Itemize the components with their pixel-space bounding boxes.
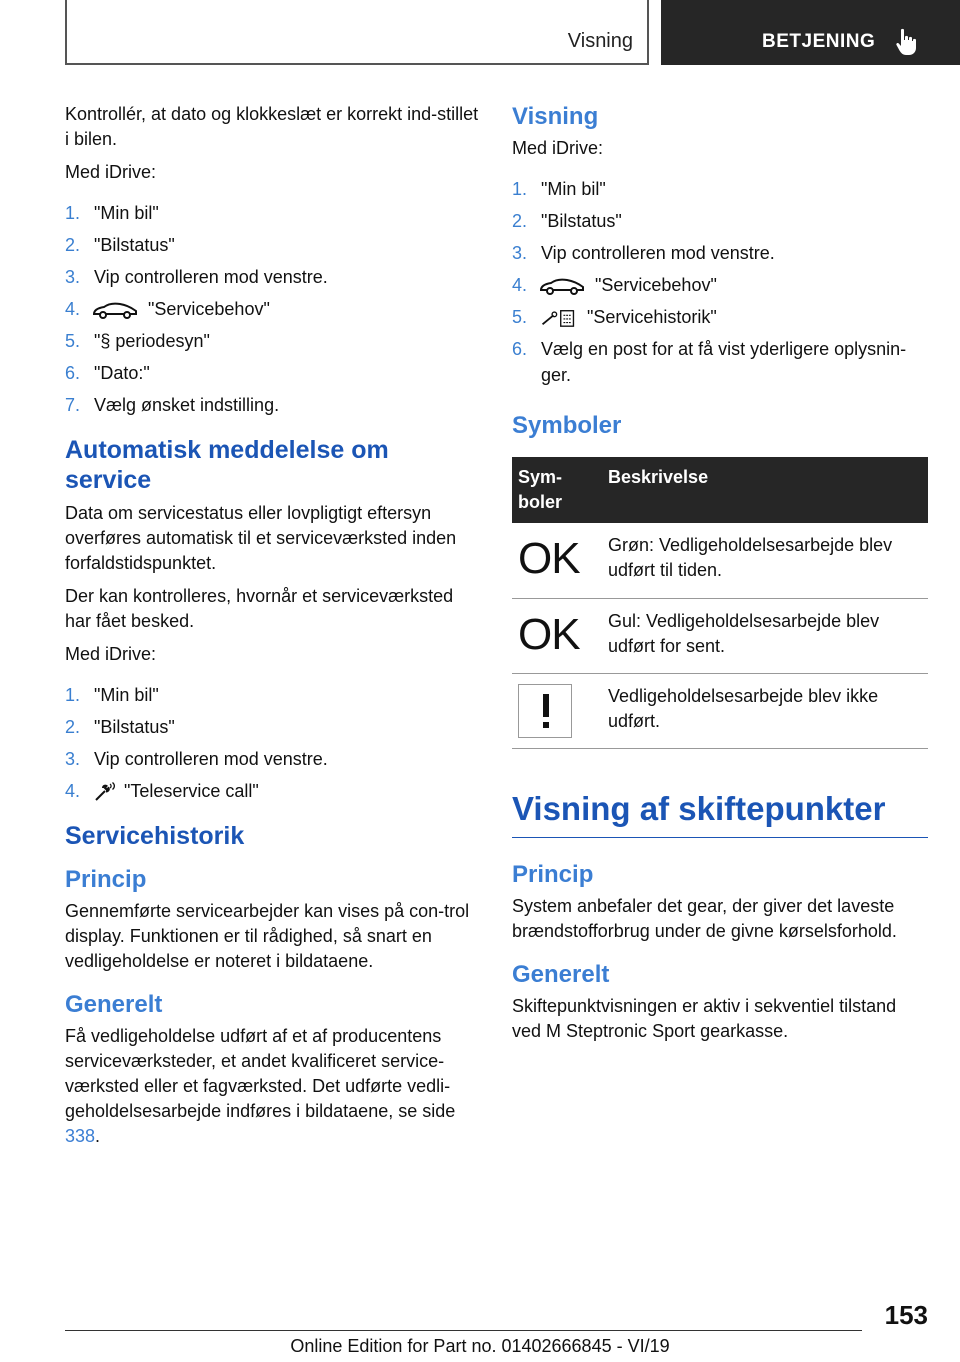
list-item: 2. "Bilstatus" xyxy=(65,235,175,255)
heading-general-2: Generelt xyxy=(512,960,610,988)
list-item: 6. Vælg en post for at få vist yderligere oplysnin-ger. xyxy=(512,339,907,385)
header-chapter-title: BETJENING xyxy=(762,31,876,52)
list-item: 4. "Servicebehov" xyxy=(512,275,717,295)
left-column xyxy=(65,102,480,1157)
list-item: 2. "Bilstatus" xyxy=(512,211,622,231)
page-number: 153 xyxy=(884,1300,928,1330)
table-row: Vedligeholdelsesarbejde blev ikke udført. xyxy=(512,673,928,748)
list-item: 1. "Min bil" xyxy=(512,179,606,199)
steps-list-history xyxy=(512,173,928,391)
hand-pointer-icon xyxy=(895,28,919,56)
header-section-title: Visning xyxy=(567,30,633,52)
paragraph-general: Få vedligeholdelse udført af et af producentens serviceværksteder, et andet kvalificeret service-værksted eller et fagværksted. Det udførte vedli-geholdelsesarbejde indføres i bildataene, se side 338. xyxy=(65,1026,456,1146)
paragraph-notified: Der kan kontrolleres, hvornår et serviceværksted har fået besked. xyxy=(65,586,454,631)
paragraph-with-idrive: Med iDrive: xyxy=(65,162,157,182)
heading-service-history: Servicehistorik xyxy=(65,822,245,850)
heading-display: Visning xyxy=(512,103,599,130)
list-item: 3. Vip controlleren mod venstre. xyxy=(512,243,775,263)
footer-divider xyxy=(65,1330,862,1331)
list-item: 3. Vip controlleren mod venstre. xyxy=(65,749,328,769)
symbols-table xyxy=(512,457,928,749)
list-item: 2. "Bilstatus" xyxy=(65,717,175,737)
paragraph-principle-2: System anbefaler det gear, der giver det laveste brændstofforbrug under de givne kørselsforhold. xyxy=(512,895,897,941)
heading-principle-2: Princip xyxy=(512,860,594,888)
heading-shift-points: Visning af skiftepunkter xyxy=(512,787,928,838)
list-item: 3. Vip controlleren mod venstre. xyxy=(65,267,328,287)
list-item: 7. Vælg ønsket indstilling. xyxy=(65,395,280,415)
paragraph-check-date: Kontrollér, at dato og klokkeslæt er korrekt ind-stillet i bilen. xyxy=(65,104,479,149)
list-item: 1. "Min bil" xyxy=(65,685,159,705)
paragraph-with-idrive-3: Med iDrive: xyxy=(512,138,604,158)
wrench-signal-icon xyxy=(94,782,116,802)
table-header-row xyxy=(512,457,928,523)
right-column xyxy=(512,102,928,1052)
ok-green-icon: OK xyxy=(518,534,580,583)
car-service-icon xyxy=(539,276,585,296)
list-item: 6. "Dato:" xyxy=(65,363,150,383)
steps-list-service-date xyxy=(65,197,480,421)
paragraph-general-2: Skiftepunktvisningen er aktiv i sekventiel tilstand ved M Steptronic Sport gearkasse. xyxy=(512,995,897,1041)
header-chapter-box xyxy=(661,0,960,65)
table-row: OK Gul: Vedligeholdelsesarbejde blev udført for sent. xyxy=(512,598,928,673)
table-header-symbols: Sym-boler xyxy=(512,457,602,523)
list-item: 5. "§ periodesyn" xyxy=(65,331,210,351)
paragraph-service-data: Data om servicestatus eller lovpligtigt eftersyn overføres automatisk til et serviceværksted inden forfaldstidspunktet. xyxy=(65,503,457,573)
list-item: 4. "Servicebehov" xyxy=(65,299,270,319)
list-item: 4. "Teleservice call" xyxy=(65,781,259,801)
ok-yellow-icon: OK xyxy=(518,609,580,659)
service-history-icon xyxy=(539,308,577,328)
steps-list-teleservice xyxy=(65,679,480,807)
heading-principle: Princip xyxy=(65,866,147,893)
heading-general: Generelt xyxy=(65,991,163,1018)
paragraph-principle: Gennemførte servicearbejder kan vises på con-trol display. Funktionen er til rådighed, så snart en vedligeholdelse er noteret i bildataene. xyxy=(65,901,470,971)
car-service-icon xyxy=(92,300,138,320)
list-item: 5. "Servicehistorik" xyxy=(512,307,717,327)
heading-symbols: Symboler xyxy=(512,412,622,439)
paragraph-with-idrive-2: Med iDrive: xyxy=(65,644,157,664)
page-reference-link[interactable]: 338 xyxy=(65,1126,96,1146)
table-header-description: Beskrivelse xyxy=(602,457,928,523)
footer-edition: Online Edition for Part no. 01402666845 - VI/19 xyxy=(290,1336,670,1356)
exclamation-icon xyxy=(518,684,572,738)
list-item: 1. "Min bil" xyxy=(65,203,159,223)
table-row: OK Grøn: Vedligeholdelsesarbejde blev udført til tiden. xyxy=(512,523,928,598)
heading-auto-service: Automatisk meddelelse om service xyxy=(65,436,389,494)
header-section-box xyxy=(65,0,649,65)
